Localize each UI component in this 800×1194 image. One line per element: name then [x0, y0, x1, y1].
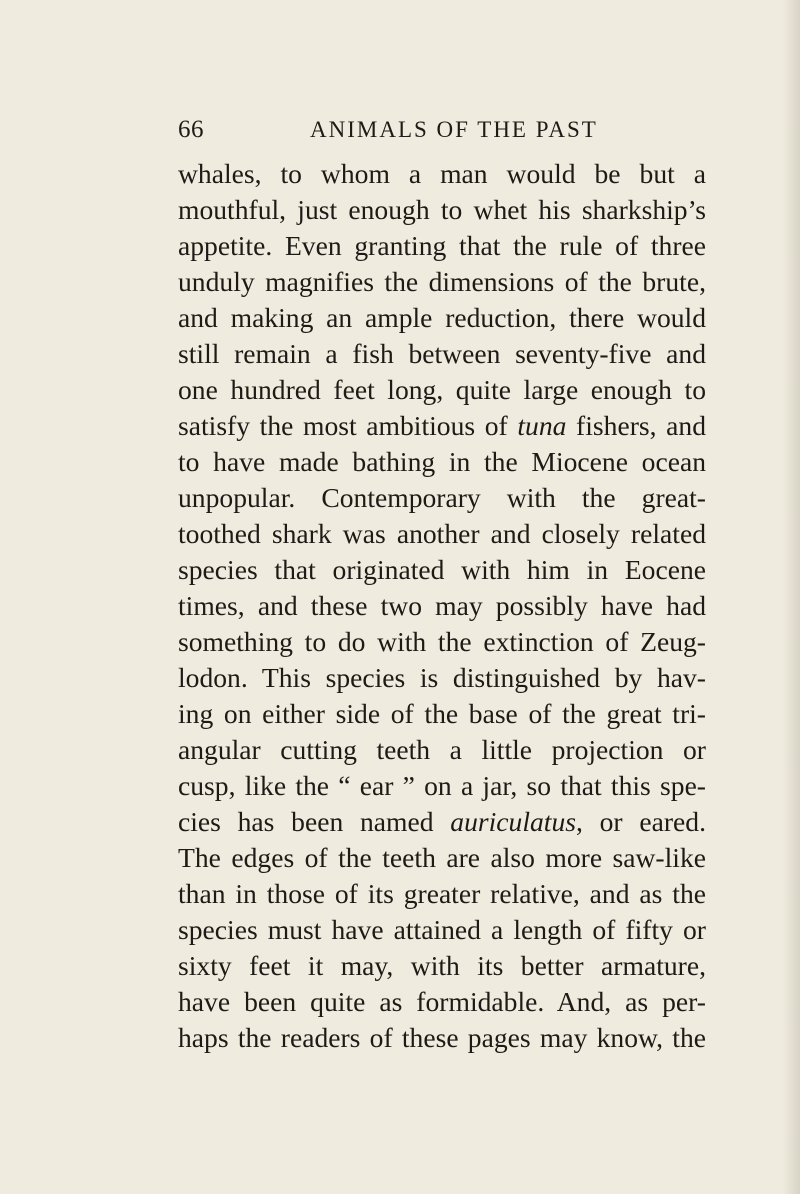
italic-term: tuna — [517, 410, 567, 441]
text-line: than in those of its greater relative, and as the — [178, 878, 706, 909]
text-line: appetite. Even granting that the rule of three — [178, 230, 706, 261]
text-line: sixty feet it may, with its better armature, — [178, 950, 706, 981]
text-line: and making an ample reduction, there would — [178, 302, 706, 333]
page-number: 66 — [178, 116, 204, 143]
text-line: whales, to whom a man would be but a — [178, 158, 706, 189]
page-edge-shadow — [782, 0, 800, 1194]
text-line: to have made bathing in the Miocene ocean — [178, 446, 706, 477]
text-line: ing on either side of the base of the great tri- — [178, 698, 706, 729]
text-line: one hundred feet long, quite large enough to — [178, 374, 706, 405]
text-line: have been quite as formidable. And, as per- — [178, 986, 706, 1017]
text-line: cies has been named auriculatus, or eared. — [178, 806, 706, 837]
running-head: ANIMALS OF THE PAST — [310, 117, 598, 142]
italic-term: auriculatus — [450, 806, 576, 837]
text-line: unpopular. Contemporary with the great- — [178, 482, 706, 513]
text-line: still remain a fish between seventy-five and — [178, 338, 706, 369]
text-line: species must have attained a length of fifty or — [178, 914, 706, 945]
text-line: satisfy the most ambitious of tuna fishers, and — [178, 410, 706, 441]
text-line: angular cutting teeth a little projection or — [178, 734, 706, 765]
text-line: The edges of the teeth are also more saw-like — [178, 842, 706, 873]
text-line: haps the readers of these pages may know, the — [178, 1022, 706, 1053]
page-header — [178, 112, 698, 148]
text-line: lodon. This species is distinguished by hav- — [178, 662, 706, 693]
text-line: times, and these two may possibly have had — [178, 590, 706, 621]
body-text — [178, 156, 706, 1056]
text-line: something to do with the extinction of Zeug- — [178, 626, 706, 657]
text-line: cusp, like the “ ear ” on a jar, so that this spe- — [178, 770, 706, 801]
text-line: toothed shark was another and closely related — [178, 518, 706, 549]
text-line: species that originated with him in Eocene — [178, 554, 706, 585]
text-line: unduly magnifies the dimensions of the brute, — [178, 266, 706, 297]
text-line: mouthful, just enough to whet his sharkship’s — [178, 194, 706, 225]
